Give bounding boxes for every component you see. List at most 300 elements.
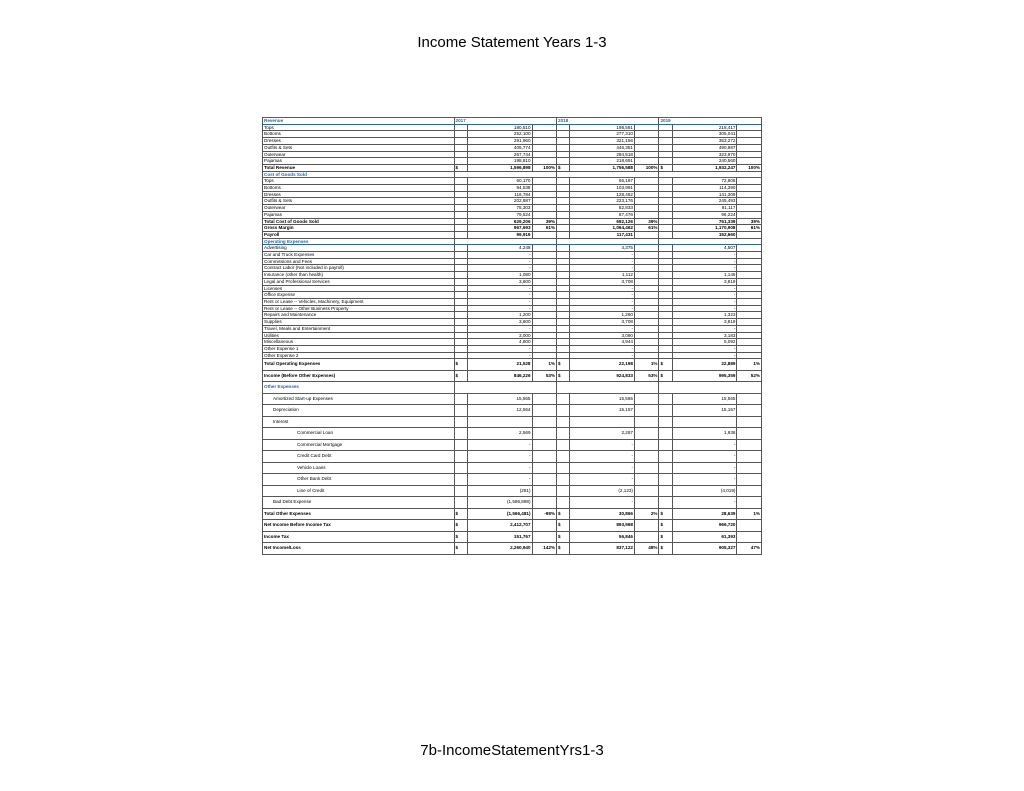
percent-cell [737,298,762,305]
currency-cell [557,138,570,145]
percent-cell [634,416,659,428]
currency-cell [454,218,467,225]
currency-cell [454,225,467,232]
currency-cell [454,185,467,192]
value-cell: 1,080 [467,272,532,279]
value-cell: - [467,265,532,272]
value-cell: (2,123) [570,485,635,497]
value-cell: 4,800 [467,339,532,346]
year-header: 2019 [659,118,762,125]
percent-cell [532,285,557,292]
page-title: Income Statement Years 1-3 [417,34,607,51]
value-cell: 72,806 [672,178,737,185]
percent-cell [737,416,762,428]
value-cell: 15,565 [467,393,532,405]
year-header: 2018 [557,118,659,125]
percent-cell [737,158,762,165]
value-cell: 79,524 [467,211,532,218]
row-label: Pajamas [263,211,455,218]
percent-cell [532,305,557,312]
value-cell: - [467,474,532,486]
percent-cell: 142% [532,543,557,555]
table-row [263,485,762,497]
value-cell: - [672,462,737,474]
value-cell: 3,819 [672,319,737,326]
table-row [263,428,762,440]
percent-cell [532,325,557,332]
currency-cell [659,131,672,138]
currency-cell [659,138,672,145]
row-label: Outerwear [263,205,455,212]
currency-cell: $ [659,359,672,371]
percent-cell [532,265,557,272]
value-cell: - [672,474,737,486]
value-cell: (1,566,481) [467,508,532,520]
percent-cell [634,405,659,417]
value-cell: - [570,265,635,272]
currency-cell [659,439,672,451]
percent-cell [737,474,762,486]
percent-cell [634,428,659,440]
table-row [263,138,762,145]
percent-cell [532,298,557,305]
value-cell: 96,224 [672,211,737,218]
currency-cell [659,405,672,417]
currency-cell [454,428,467,440]
table-row [263,298,762,305]
percent-cell [532,474,557,486]
currency-cell [659,225,672,232]
currency-cell [557,151,570,158]
currency-cell: $ [557,543,570,555]
value-cell: 94,538 [467,185,532,192]
currency-cell [557,393,570,405]
table-row [263,325,762,332]
value-cell: 291,960 [467,138,532,145]
currency-cell [557,218,570,225]
section-header-row [263,118,762,125]
percent-cell [737,520,762,532]
percent-cell [532,462,557,474]
currency-cell [454,252,467,259]
currency-cell [659,158,672,165]
value-cell: - [467,285,532,292]
table-row [263,451,762,463]
percent-cell: 100% [634,164,659,171]
percent-cell [634,497,659,509]
row-label: Income Tax [263,531,455,543]
currency-cell [659,272,672,279]
currency-cell [659,462,672,474]
table-row [263,305,762,312]
currency-cell [557,265,570,272]
currency-cell [454,451,467,463]
value-cell: 151,767 [467,531,532,543]
percent-cell: 48% [634,543,659,555]
percent-cell [737,451,762,463]
currency-cell: $ [659,531,672,543]
value-cell [570,416,635,428]
value-cell: 2,412,707 [467,520,532,532]
value-cell: 21,528 [467,359,532,371]
row-label: Other Bank Debt [263,474,455,486]
percent-cell [737,185,762,192]
table-row [263,265,762,272]
percent-cell [532,205,557,212]
row-label: Amortized Start-up Expenses [263,393,455,405]
percent-cell [532,144,557,151]
currency-cell [557,319,570,326]
currency-cell [557,144,570,151]
currency-cell [557,272,570,279]
row-label: Total Revenue [263,164,455,171]
value-cell: - [570,325,635,332]
currency-cell [454,352,467,359]
percent-cell [737,325,762,332]
currency-cell [659,332,672,339]
currency-cell [454,158,467,165]
currency-cell [557,352,570,359]
percent-cell [634,531,659,543]
value-cell: 240,560 [672,158,737,165]
currency-cell: $ [454,370,467,382]
value-cell: 91,117 [672,205,737,212]
value-cell: 15,565 [672,393,737,405]
row-label: Repairs and Maintenance [263,312,455,319]
percent-cell [737,319,762,326]
currency-cell [659,305,672,312]
row-label: Gross Margin [263,225,455,232]
value-cell: - [467,439,532,451]
currency-cell [557,258,570,265]
row-label: Bad Debt Expense [263,497,455,509]
table-row [263,185,762,192]
currency-cell [557,245,570,252]
percent-cell [634,520,659,532]
currency-cell [454,245,467,252]
row-label: Vehicle Loans [263,462,455,474]
value-cell: 15,565 [570,393,635,405]
currency-cell [454,405,467,417]
table-row [263,292,762,299]
value-cell: 323,970 [672,151,737,158]
value-cell: - [672,325,737,332]
currency-cell [659,124,672,131]
table-row [263,339,762,346]
currency-cell [454,231,467,238]
percent-cell [532,451,557,463]
table-row [263,416,762,428]
value-cell: 114,390 [672,185,737,192]
table-row [263,319,762,326]
percent-cell [634,185,659,192]
percent-cell [634,138,659,145]
value-cell: 15,157 [672,405,737,417]
value-cell: 152,660 [672,231,737,238]
percent-cell [634,198,659,205]
percent-cell [532,319,557,326]
value-cell: - [467,292,532,299]
row-label: Office Expense [263,292,455,299]
table-row [263,345,762,352]
empty-cell [557,171,659,178]
currency-cell [557,185,570,192]
percent-cell [532,211,557,218]
percent-cell [737,131,762,138]
currency-cell [659,218,672,225]
value-cell: 4,507 [672,245,737,252]
currency-cell: $ [454,359,467,371]
currency-cell [454,205,467,212]
table-row [263,258,762,265]
percent-cell [532,292,557,299]
currency-cell [454,211,467,218]
row-label: Bottoms [263,131,455,138]
value-cell: 1,596,898 [467,164,532,171]
currency-cell [557,439,570,451]
row-label: Outfits & Sets [263,198,455,205]
percent-cell [634,144,659,151]
percent-cell [634,312,659,319]
value-cell: - [467,451,532,463]
currency-cell [557,178,570,185]
currency-cell [557,339,570,346]
percent-cell [737,352,762,359]
percent-cell [532,352,557,359]
currency-cell [557,325,570,332]
currency-cell [659,265,672,272]
value-cell: 1,936 [672,428,737,440]
percent-cell [737,393,762,405]
percent-cell [532,185,557,192]
table-row [263,151,762,158]
percent-cell [634,474,659,486]
percent-cell [737,252,762,259]
value-cell: 353,272 [672,138,737,145]
currency-cell: $ [454,543,467,555]
percent-cell [634,231,659,238]
currency-cell [454,178,467,185]
currency-cell [659,339,672,346]
value-cell: 60,170 [467,178,532,185]
value-cell: 3,183 [672,332,737,339]
currency-cell [659,319,672,326]
value-cell: - [672,305,737,312]
percent-cell [532,245,557,252]
value-cell: - [672,298,737,305]
currency-cell [454,305,467,312]
percent-cell [532,405,557,417]
row-label: Car and Truck Expenses [263,252,455,259]
value-cell: (281) [467,485,532,497]
value-cell: 3,708 [570,278,635,285]
currency-cell [659,285,672,292]
percent-cell [737,339,762,346]
currency-cell [454,439,467,451]
value-cell: - [570,451,635,463]
empty-cell [557,238,659,245]
value-cell: 3,600 [467,319,532,326]
percent-cell [532,272,557,279]
percent-cell [634,272,659,279]
row-label: Supplies [263,319,455,326]
table-row [263,520,762,532]
value-cell: - [672,439,737,451]
currency-cell [454,138,467,145]
value-cell: 198,561 [570,124,635,131]
value-cell: 1,170,908 [672,225,737,232]
currency-cell: $ [659,543,672,555]
currency-cell [454,278,467,285]
table-row [263,497,762,509]
percent-cell [634,191,659,198]
percent-cell [737,285,762,292]
row-label: Dresses [263,138,455,145]
value-cell: 2,260,940 [467,543,532,555]
currency-cell: $ [557,164,570,171]
table-row [263,245,762,252]
currency-cell [659,191,672,198]
value-cell: 128,462 [570,191,635,198]
value-cell: - [570,305,635,312]
percent-cell [634,485,659,497]
currency-cell [659,205,672,212]
value-cell: 4,375 [570,245,635,252]
table-row [263,178,762,185]
percent-cell [532,332,557,339]
percent-cell [532,231,557,238]
row-label: Total Operating Expenses [263,359,455,371]
currency-cell [454,339,467,346]
percent-cell [634,252,659,259]
table-row [263,543,762,555]
value-cell: 2,267 [570,428,635,440]
percent-cell [532,428,557,440]
value-cell: 28,639 [672,508,737,520]
row-label: Insurance (other than health) [263,272,455,279]
row-label: Payroll [263,231,455,238]
currency-cell [454,198,467,205]
percent-cell [532,158,557,165]
percent-cell [532,497,557,509]
currency-cell [659,352,672,359]
row-label: Utilities [263,332,455,339]
percent-cell [737,405,762,417]
percent-cell [634,205,659,212]
value-cell: - [467,462,532,474]
value-cell: - [570,298,635,305]
value-cell: 218,691 [570,158,635,165]
row-label: Other Expense 2 [263,352,455,359]
currency-cell [454,393,467,405]
value-cell: 490,987 [672,144,737,151]
value-cell: 245,493 [672,198,737,205]
percent-cell [634,439,659,451]
currency-cell: $ [557,508,570,520]
value-cell: 1,112 [570,272,635,279]
currency-cell [557,252,570,259]
percent-cell: 1% [532,359,557,371]
currency-cell [557,278,570,285]
table-row [263,393,762,405]
value-cell: 4,248 [467,245,532,252]
percent-cell [634,278,659,285]
value-cell: 2,569 [467,428,532,440]
currency-cell [659,345,672,352]
currency-cell [659,416,672,428]
currency-cell [557,451,570,463]
percent-cell [737,272,762,279]
currency-cell: $ [659,508,672,520]
value-cell: 87,476 [570,211,635,218]
row-label: Total Cost of Goods Sold [263,218,455,225]
percent-cell: 53% [634,370,659,382]
value-cell: - [570,252,635,259]
currency-cell: $ [659,370,672,382]
table-row [263,124,762,131]
percent-cell [532,178,557,185]
row-label: Contract Labor (Not included in payroll) [263,265,455,272]
value-cell: - [672,265,737,272]
value-cell: - [570,439,635,451]
percent-cell [634,325,659,332]
value-cell: 995,359 [672,370,737,382]
value-cell: - [672,252,737,259]
percent-cell [737,332,762,339]
value-cell: - [672,352,737,359]
value-cell: 924,833 [570,370,635,382]
percent-cell: 53% [532,370,557,382]
value-cell: 12,564 [467,405,532,417]
empty-cell [454,238,556,245]
currency-cell [557,292,570,299]
value-cell: 321,156 [570,138,635,145]
value-cell: - [467,305,532,312]
currency-cell [454,312,467,319]
percent-cell [532,151,557,158]
value-cell: 846,226 [467,370,532,382]
value-cell: 1,323 [672,312,737,319]
percent-cell [737,151,762,158]
percent-cell: 39% [737,218,762,225]
value-cell: 3,000 [467,332,532,339]
table-row [263,312,762,319]
percent-cell [634,292,659,299]
table-row [263,205,762,212]
percent-cell [532,393,557,405]
percent-cell [532,252,557,259]
value-cell: 692,126 [570,218,635,225]
percent-cell [737,462,762,474]
percent-cell [737,211,762,218]
income-statement-table [262,117,762,555]
table-row [263,439,762,451]
currency-cell: $ [454,531,467,543]
empty-cell [659,171,762,178]
table-row [263,164,762,171]
value-cell: 305,041 [672,131,737,138]
table-row [263,231,762,238]
table-row [263,225,762,232]
value-cell: 82,833 [570,205,635,212]
table-row [263,278,762,285]
currency-cell [557,225,570,232]
currency-cell: $ [454,508,467,520]
row-label: Rent or Lease -- Vehicles, Machinery, Equipment [263,298,455,305]
percent-cell: 61% [532,225,557,232]
percent-cell [634,345,659,352]
value-cell: 223,176 [570,198,635,205]
